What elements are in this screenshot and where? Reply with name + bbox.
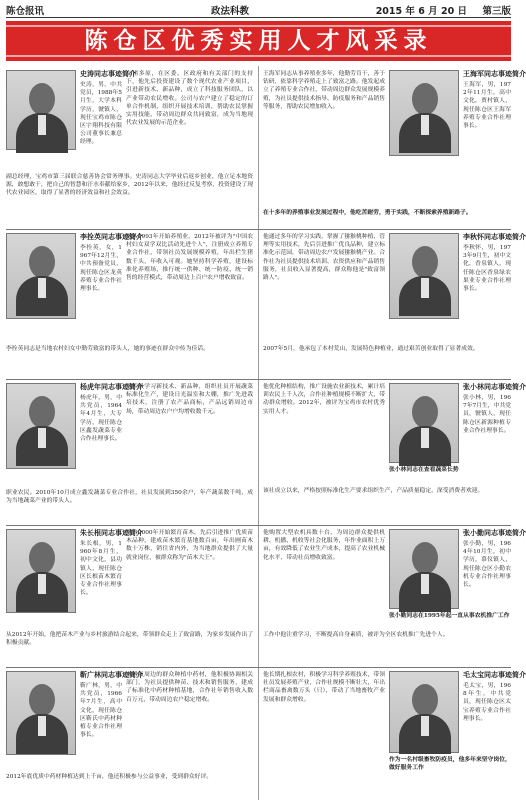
portrait-photo (6, 383, 76, 469)
portrait-photo (6, 70, 76, 150)
article-side-text: 朱长根，男，1960年8月生，初中文化，县功镇人，现任陈仓区长根苗木繁育专业合作社理事长。 (80, 541, 122, 597)
article-body: 本村及周边的群众种植中药材，他积极协调相关部门，为社员提供种苗、技术和销售服务，建成了标准化中药材种植基地，合作社年销售收入数百万元，带动周边农户稳定增收。 (126, 672, 253, 703)
column-divider (258, 66, 259, 800)
article-body-continued: 职业农民。2010年10月成立鑫发蔬菜专业合作社，社员发展到350余户，年产蔬菜数千吨，成为当地蔬菜产业的带头人。 (6, 490, 253, 505)
article-side-text: 毛太宝，男，1968年生，中共党员，现任陈仓区太宝养殖专业合作社理事长。 (463, 683, 511, 722)
article-side-text: 张小林，男，1967年7月生，中共党员，虢镇人，现任陈仓区新源种植专业合作社理事长。 (463, 395, 511, 434)
article-body: 交诸多原，在区委、区政府和有关部门的支持下，他先后投资建设了数个现代农业产业项目，引进新技术、新品种，成立了科技服务团队，以产业带动农民增收。公司与农户建立了稳定的订单合作机制，组织开展技术培训，帮助农民掌握实用技能，带动周边群众共同致富，成为当地现代农业发展的示范企业。 (126, 71, 253, 127)
article-side-text: 张小勤，男，1964年10月生，初中学历，慕仪镇人，现任陈仓区小勤农机专业合作社理事长。 (463, 541, 511, 589)
row-divider (6, 525, 511, 526)
masthead-rule (6, 17, 511, 18)
page-number: 第三版 (482, 6, 511, 17)
article-body-continued: 2012年底优质中药材种植达到上千亩，他还积极参与公益事业，受到群众好评。 (6, 774, 213, 780)
article-body: 王海军同志从事养殖业多年，他勤劳肯干，善于钻研，依靠科学养殖走上了致富之路。他发起成立了养殖专业合作社，带动周边群众发展规模养殖，为社员提供技术指导、防疫服务和产品销售等服务，帮助农民增加收入。 (263, 71, 385, 110)
article-body: 他通过多年的学习实践，掌握了猕猴桃种植、管理等实用技术，先后引进推广优良品种，建立标准化示范园，带动周边农户发展猕猴桃产业。合作社为社员提供技术培训、农资供应和产品销售服务，社员收入显著提高，群众称他是"致富领路人"。 (263, 234, 385, 282)
article-title: 李拴英同志事迹简介 (80, 233, 143, 241)
portrait-photo (6, 671, 76, 755)
article-card (263, 383, 526, 521)
article-title: 毛太宝同志事迹简介 (463, 671, 526, 679)
article-card (6, 383, 253, 521)
masthead (6, 2, 511, 16)
article-body: 他长期扎根农村，积极学习科学养殖技术，带领社员发展养殖产业，合作社规模不断壮大，年出栏商品畜禽数万头（只），带动了当地畜牧产业发展和群众增收。 (263, 672, 385, 703)
issue-date: 2015 年 6 月 20 日 (375, 6, 467, 17)
paper-name: 陈仓报讯 (6, 6, 45, 17)
photo-caption: 在十多年的养殖事业发展过程中，他吃苦耐劳，勇于实践，不断探索养殖新路子。 (263, 210, 472, 216)
portrait-photo (389, 529, 459, 609)
article-side (80, 70, 136, 147)
article-card (6, 233, 253, 375)
article-body-continued: 从2012年开始，他把苗木产业与乡村旅游结合起来，带领群众走上了致富路，为家乡发展作出了积极贡献。 (6, 632, 253, 647)
row-divider (6, 229, 511, 230)
article-side (463, 70, 526, 130)
article-side-text: 王海军，男，1972年11月生，高中文化，贾村镇人，现任陈仓区王海军养殖专业合作社理事长。 (463, 82, 511, 130)
article-side (80, 529, 143, 597)
article-side-text: 史涛，男，中共党员，1988年5月生，大学本科学历，虢镇人，现任宝鸡市陈仓区宇翔科技有限公司董事长兼总经理。 (80, 82, 122, 146)
article-side-text: 靳广林，男，中共党员，1966年7月生，高中文化，现任陈仓区靳氏中药材种植专业合作社理事长。 (80, 683, 122, 739)
article-side (80, 233, 143, 293)
portrait-photo (389, 70, 459, 156)
portrait-photo (6, 529, 76, 613)
portrait-photo (6, 233, 76, 319)
article-title: 靳广林同志事迹简介 (80, 671, 143, 679)
article-body-continued: 李拴英同志是当地农村妇女中勤劳致富的带头人，她的事迹在群众中传为佳话。 (6, 346, 209, 352)
article-side (80, 383, 143, 443)
portrait-photo (389, 671, 459, 753)
article-side (463, 383, 526, 435)
row-divider (6, 379, 511, 380)
article-body-continued: 工作中他注重学习，不断提高自身素质，被评为全区农机推广先进个人。 (263, 632, 449, 638)
article-title: 朱长根同志事迹简介 (80, 529, 143, 537)
article-card (263, 70, 526, 226)
photo-caption: 作为一名村级畜牧防疫员，他多年来坚守岗位，做好服务工作 (389, 757, 511, 771)
article-title: 张小勤同志事迹简介 (463, 529, 526, 537)
article-title: 杨虎年同志事迹简介 (80, 383, 143, 391)
article-title: 史涛同志事迹简介 (80, 70, 136, 78)
article-card (6, 529, 253, 664)
photo-caption: 张小林同志在查看蔬菜长势 (389, 467, 459, 473)
article-side (463, 529, 526, 589)
article-side-text: 李拴英，女，1967年12月生，中共预备党员，现任陈仓区龙英养殖专业合作社理事长。 (80, 245, 122, 293)
article-body-continued: 副总经理，宝鸡市第三届联合慈善协会常务理事。史涛同志大学毕业后返乡创业，他立足本地资源，敢想敢干，把自己的智慧和汗水奉献给家乡，2012年以来，他经过反复考察，投资建设了现代农业园区，取得了显著的经济效益和社会效益。 (6, 174, 253, 197)
article-card (6, 70, 253, 226)
article-card (263, 233, 526, 375)
article-side-text: 杨虎年，男，中共党员，1964年4月生，大专学历，现任陈仓区鑫发蔬菜专业合作社理事长。 (80, 395, 122, 443)
article-side (80, 671, 143, 739)
article-body: 他优化种植结构，推广设施农业新技术，累计培训农民上千人次，合作社种植规模不断扩大，带动群众增收。2012年，被评为宝鸡市农村优秀实用人才。 (263, 384, 385, 415)
article-body: 他自2000年开始繁育苗木，先后引进推广优质苗木品种，建成苗木繁育基地数百亩，年出圃苗木数十万株，销往省内外，为当地群众提供了大量就业岗位，被群众称为"苗木大王"。 (126, 530, 253, 561)
article-body-continued: 2007年5月，他承包了本村荒山，发展特色种植业，通过艰苦创业取得了显著成效。 (263, 346, 479, 352)
banner-title: 陈仓区优秀实用人才风采录 (84, 28, 433, 54)
article-body: 他积极学习新技术、新品种，组织社员开展蔬菜标准化生产，建设日光温室和大棚，推广先进栽培技术，注册了农产品商标，产品远销周边市场，带动周边农户户均增收数千元。 (126, 384, 253, 415)
article-side-text: 李秋怀，男，1973年9月生，初中文化，香泉镇人，现任陈仓区香泉绿农果业专业合作社理事长。 (463, 245, 511, 293)
portrait-photo (389, 383, 459, 463)
article-title: 李秋怀同志事迹简介 (463, 233, 526, 241)
portrait-photo (389, 233, 459, 319)
article-body-continued: 该社成立以来，严格按照标准化生产要求组织生产，产品质量稳定，深受消费者欢迎。 (263, 488, 484, 494)
section-name: 政法科教 (211, 6, 250, 17)
banner (6, 21, 511, 61)
article-body: 他购置大型农机具数十台，为周边群众提供机耕、机播、机收等社会化服务，年作业面积上万亩，有效降低了农业生产成本，提高了农业机械化水平，带动社员增收致富。 (263, 530, 385, 561)
photo-caption: 张小勤同志在1995年起一直从事农机推广工作 (389, 613, 510, 619)
article-side (463, 233, 526, 293)
article-card (263, 671, 526, 798)
article-title: 张小林同志事迹简介 (463, 383, 526, 391)
article-body: 她从1993年开始养殖业，2012年被评为"中国农村妇女双学双比活动先进个人"，注册成立养殖专业合作社，带领社员发展规模养殖，年出栏生猪数千头，年收入可观。她坚持科学养殖，建设标准化养殖场，推行统一供种、统一防疫、统一销售的经营模式，带动周边上百户农户增收致富。 (126, 234, 253, 282)
article-side (463, 671, 526, 723)
row-divider (6, 667, 511, 668)
article-card (6, 671, 253, 798)
article-title: 王海军同志事迹简介 (463, 70, 526, 78)
article-card (263, 529, 526, 664)
